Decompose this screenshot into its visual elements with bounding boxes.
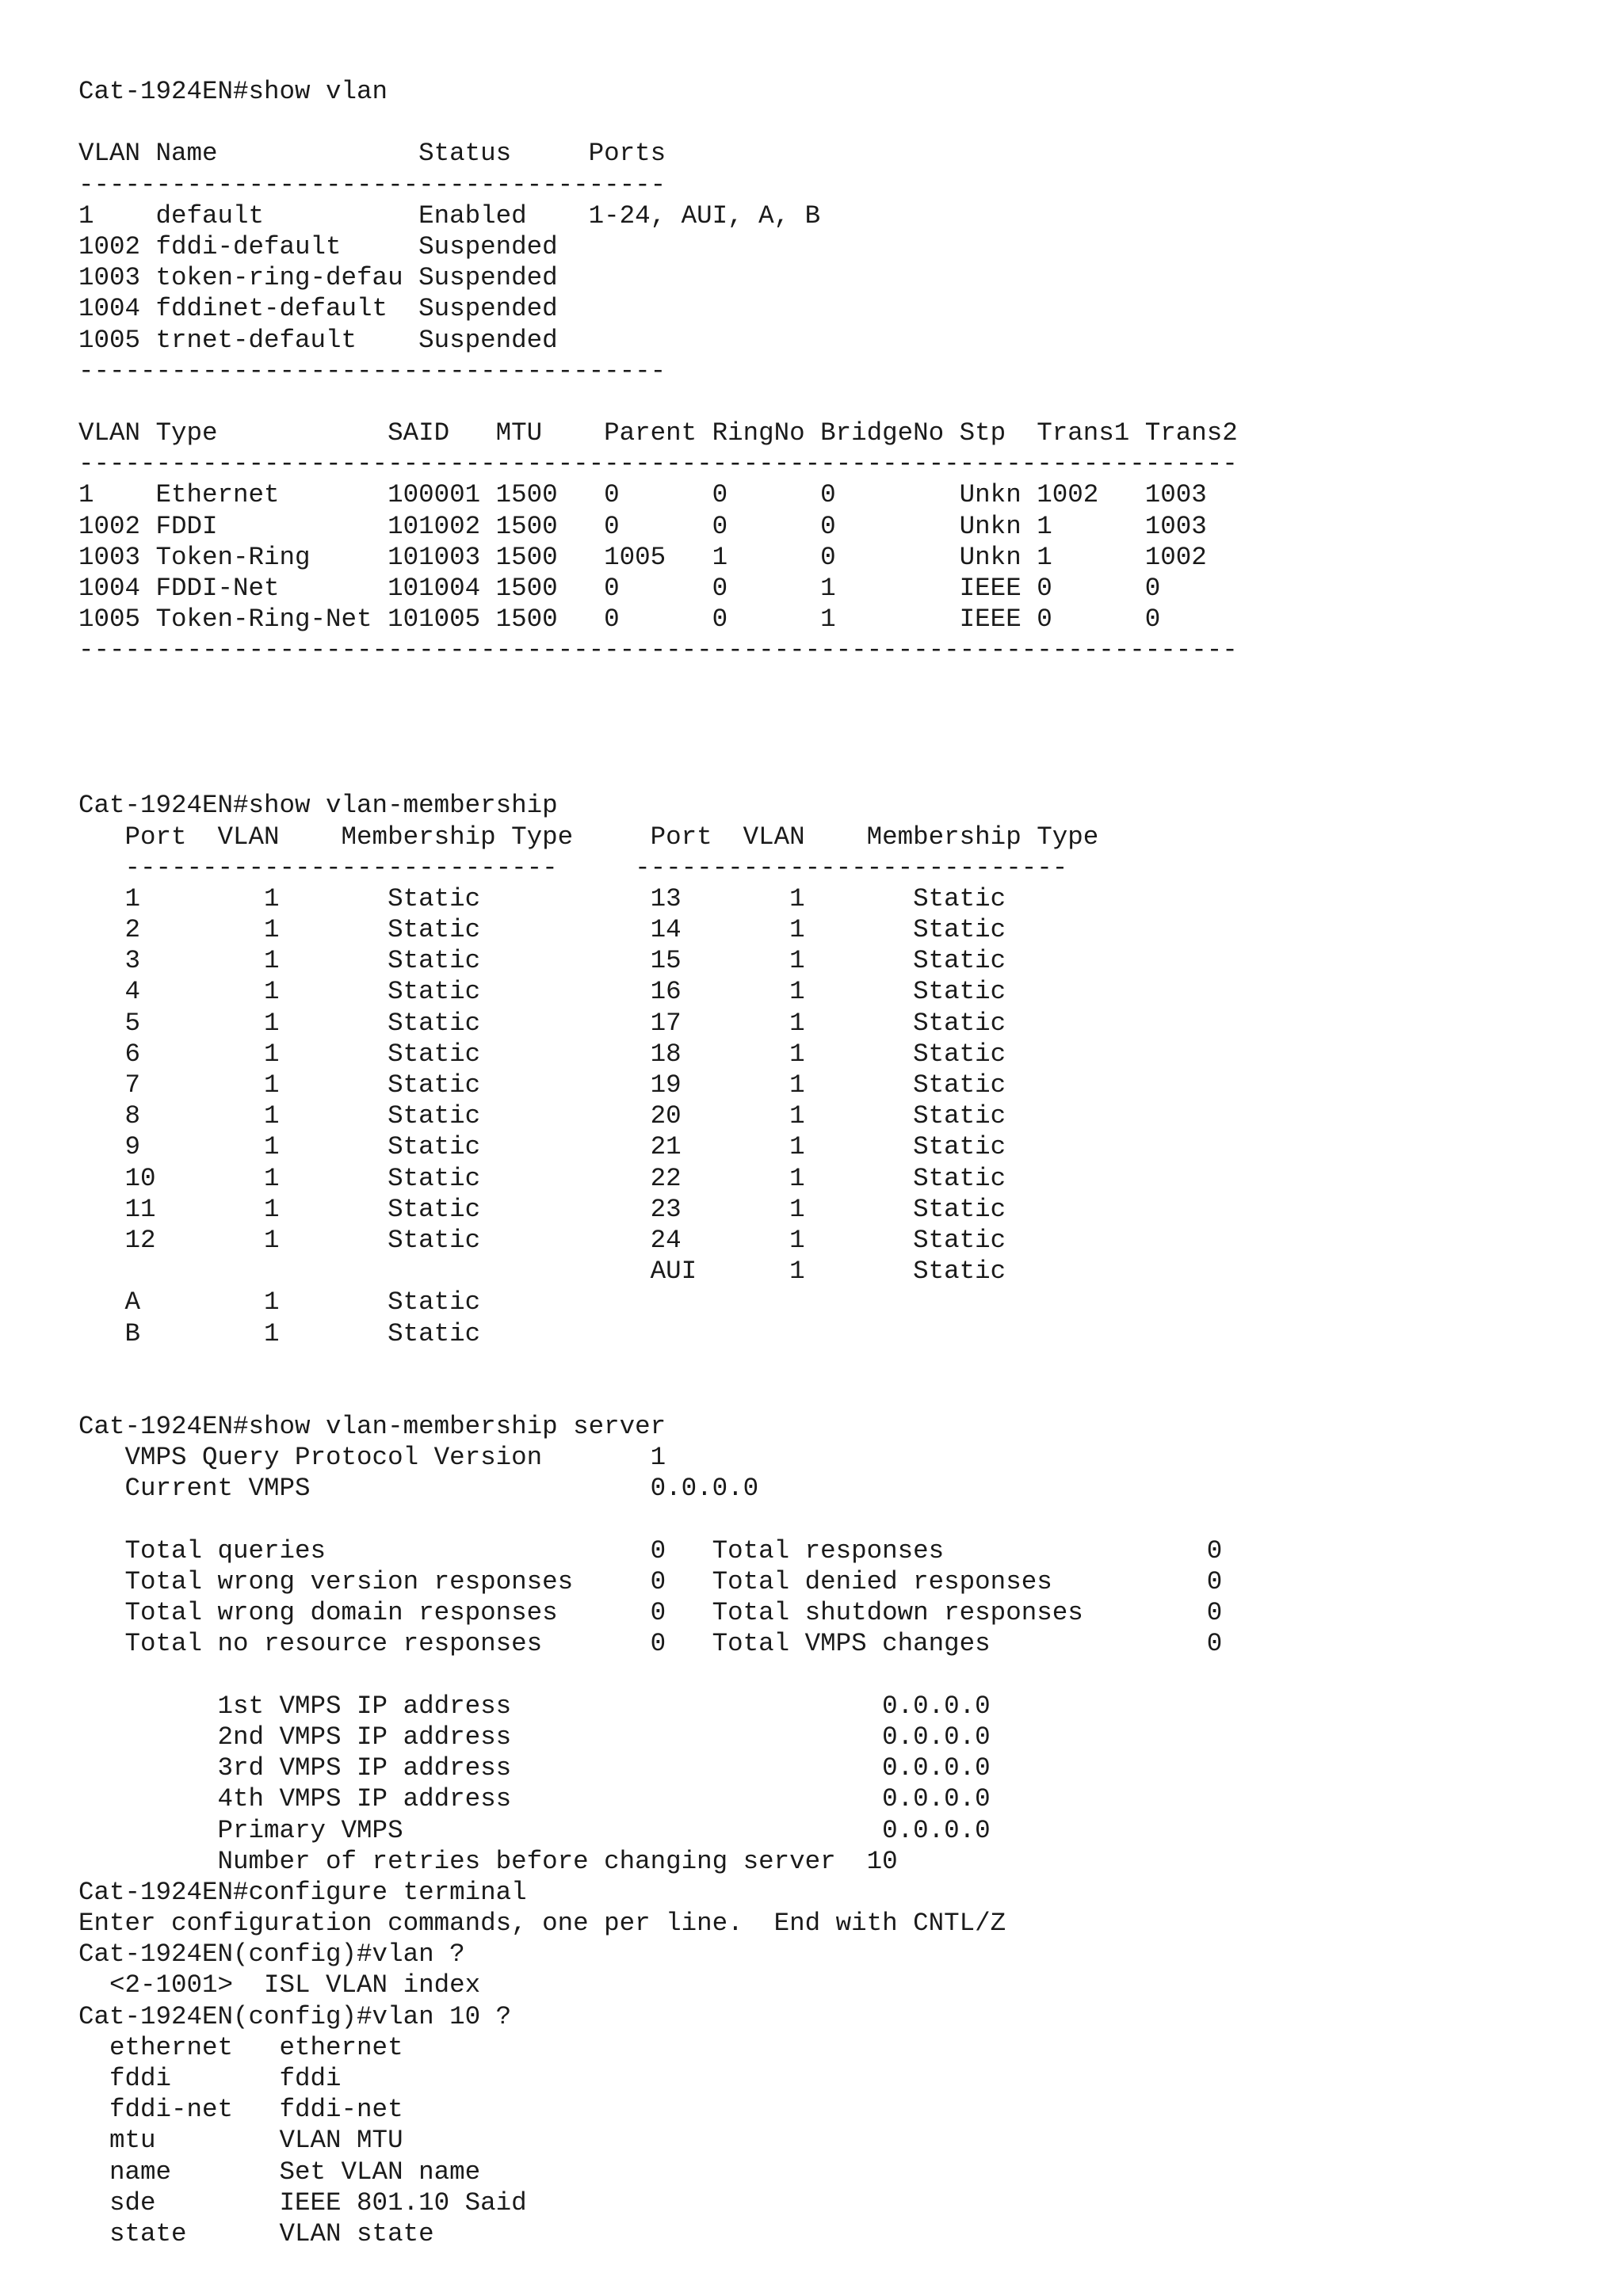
terminal-line: mtu VLAN MTU [78, 2126, 403, 2156]
terminal-line: Primary VMPS 0.0.0.0 [78, 1815, 991, 1845]
terminal-line: AUI 1 Static [78, 1257, 1006, 1287]
terminal-line [78, 759, 1238, 790]
terminal-line: 10 1 Static 22 1 Static [78, 1163, 1006, 1193]
terminal-line: 3 1 Static 15 1 Static [78, 946, 1006, 976]
terminal-line [78, 1660, 1238, 1691]
terminal-line: 1005 Token-Ring-Net 101005 1500 0 0 1 IEEE 0 0 [78, 605, 1161, 635]
terminal-line: -------------------------------------- [78, 170, 666, 200]
terminal-line [78, 387, 1238, 418]
terminal-line: Total wrong version responses 0 Total denied responses 0 [78, 1567, 1223, 1596]
terminal-line [78, 107, 1238, 138]
terminal-line: VLAN Type SAID MTU Parent RingNo BridgeNo Stp Trans1 Trans2 [78, 418, 1238, 448]
terminal-line: 11 1 Static 23 1 Static [78, 1194, 1006, 1224]
terminal-line: Cat-1924EN#show vlan-membership [78, 791, 558, 821]
terminal-line [78, 1349, 1238, 1380]
terminal-line: ---------------------------- ---------------------------- [78, 852, 1068, 883]
terminal-line: 1005 trnet-default Suspended [78, 325, 558, 355]
terminal-line: 12 1 Static 24 1 Static [78, 1225, 1006, 1255]
terminal-line: VMPS Query Protocol Version 1 [78, 1443, 666, 1473]
terminal-line: name Set VLAN name [78, 2157, 481, 2187]
terminal-line: Total wrong domain responses 0 Total shutdown responses 0 [78, 1598, 1223, 1628]
terminal-line: A 1 Static [78, 1287, 481, 1318]
terminal-line: Cat-1924EN(config)#vlan 10 ? [78, 2001, 512, 2031]
terminal-line [78, 697, 1238, 728]
terminal-line: Cat-1924EN#configure terminal [78, 1877, 527, 1907]
terminal-line: ethernet ethernet [78, 2032, 403, 2062]
terminal-line: VLAN Name Status Ports [78, 139, 666, 169]
terminal-line: 4 1 Static 16 1 Static [78, 977, 1006, 1007]
terminal-line: 7 1 Static 19 1 Static [78, 1070, 1006, 1100]
terminal-line: 5 1 Static 17 1 Static [78, 1008, 1006, 1038]
terminal-line: Total no resource responses 0 Total VMPS changes 0 [78, 1629, 1223, 1659]
terminal-line: 9 1 Static 21 1 Static [78, 1132, 1006, 1162]
terminal-line: Number of retries before changing server 10 [78, 1846, 898, 1876]
terminal-line: Port VLAN Membership Type Port VLAN Membership Type [78, 822, 1099, 852]
terminal-line: 1003 Token-Ring 101003 1500 1005 1 0 Unkn 1 1002 [78, 542, 1207, 572]
terminal-line: 1002 fddi-default Suspended [78, 231, 558, 261]
terminal-line [78, 728, 1238, 759]
terminal-line: 2 1 Static 14 1 Static [78, 915, 1006, 945]
terminal-line: Enter configuration commands, one per line. End with CNTL/Z [78, 1909, 1006, 1939]
terminal-line: 1 1 Static 13 1 Static [78, 883, 1006, 913]
terminal-line: Cat-1924EN#show vlan-membership server [78, 1412, 666, 1442]
terminal-line: Cat-1924EN#show vlan [78, 77, 388, 106]
terminal-line: B 1 Static [78, 1318, 481, 1348]
terminal-line: 1004 fddinet-default Suspended [78, 294, 558, 324]
terminal-line: 1002 FDDI 101002 1500 0 0 0 Unkn 1 1003 [78, 511, 1207, 541]
terminal-line [78, 666, 1238, 697]
terminal-line: 8 1 Static 20 1 Static [78, 1101, 1006, 1131]
terminal-line: Cat-1924EN(config)#vlan ? [78, 1939, 465, 1970]
terminal-line: 1003 token-ring-defau Suspended [78, 263, 558, 293]
terminal-line: --------------------------------------------------------------------------- [78, 449, 1238, 479]
terminal-line: <2-1001> ISL VLAN index [78, 1970, 481, 2000]
terminal-line [78, 1505, 1238, 1535]
terminal-line: Current VMPS 0.0.0.0 [78, 1474, 759, 1504]
terminal-line: 1004 FDDI-Net 101004 1500 0 0 1 IEEE 0 0 [78, 574, 1161, 603]
terminal-line: 4th VMPS IP address 0.0.0.0 [78, 1784, 991, 1814]
terminal-line: state VLAN state [78, 2218, 434, 2248]
terminal-line: 1 default Enabled 1-24, AUI, A, B [78, 200, 821, 231]
terminal-line: fddi-net fddi-net [78, 2095, 403, 2125]
terminal-line: 3rd VMPS IP address 0.0.0.0 [78, 1753, 991, 1783]
terminal-line: sde IEEE 801.10 Said [78, 2187, 527, 2218]
terminal-line: 1st VMPS IP address 0.0.0.0 [78, 1691, 991, 1721]
terminal-line [78, 1380, 1238, 1411]
terminal-line: --------------------------------------------------------------------------- [78, 635, 1238, 666]
terminal-line: Total queries 0 Total responses 0 [78, 1535, 1223, 1566]
terminal-line: fddi fddi [78, 2064, 342, 2093]
terminal-output [78, 76, 1238, 2249]
terminal-line: 6 1 Static 18 1 Static [78, 1039, 1006, 1069]
terminal-line: 1 Ethernet 100001 1500 0 0 0 Unkn 1002 1003 [78, 480, 1207, 510]
terminal-line: 2nd VMPS IP address 0.0.0.0 [78, 1722, 991, 1752]
terminal-line: -------------------------------------- [78, 356, 666, 386]
